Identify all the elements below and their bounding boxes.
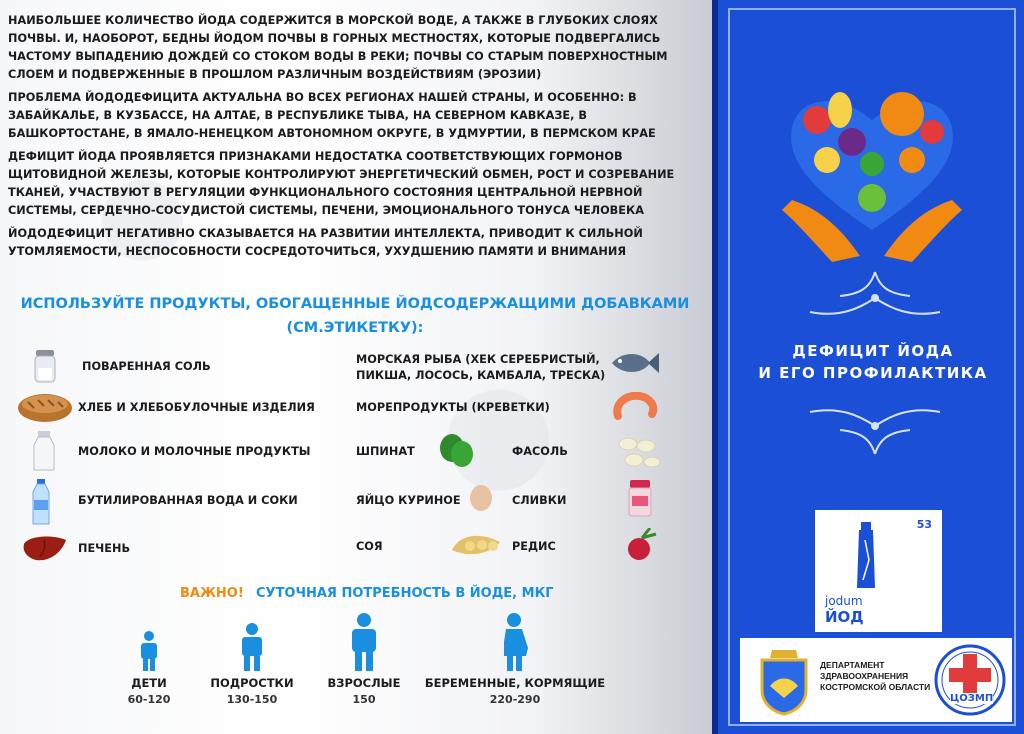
department-line1: ДЕПАРТАМЕНТ [820,660,885,670]
food-seafood: МОРЕПРОДУКТЫ (КРЕВЕТКИ) [356,401,550,414]
salt-shaker-icon [30,348,60,384]
group-teens-value: 130-150 [226,693,278,706]
paragraph-symptoms: ДЕФИЦИТ ЙОДА ПРОЯВЛЯЕТСЯ ПРИЗНАКАМИ НЕДОСТАТКА СООТВЕТСТВУЮЩИХ ГОРМОНОВ ЩИТОВИДНОЙ ЖЕЛЕЗЫ, КОТОРЫЕ КОНТРОЛИРУЮТ ЭНЕРГЕТИЧЕСКИЙ ОБМЕН, РОСТ И СОЗРЕВАНИЕ ТКАНЕЙ, УЧАСТВУЮТ В РЕГУЛЯЦИИ ФУНКЦИОНАЛЬНОГО СОСТОЯНИЯ ЦЕНТРАЛЬНОЙ НЕРВНОЙ СИСТЕМЫ, СЕРДЕЧНО-СОСУДИСТОЙ СИСТЕМЫ, ПЕЧЕНИ, ЭМОЦИОНАЛЬНОГО ТОНУСА ЧЕЛОВЕКА [8,150,675,217]
cover-title [748,340,998,384]
info-paragraphs [8,12,698,266]
adult-icon [349,612,379,672]
food-liver: ПЕЧЕНЬ [78,542,131,555]
milk-bottle-icon [30,430,58,472]
daily-need-label: СУТОЧНАЯ ПОТРЕБНОСТЬ В ЙОДЕ, МКГ [256,586,554,601]
teen-icon [239,622,265,672]
food-water: БУТИЛИРОВАННАЯ ВОДА И СОКИ [78,494,298,507]
iodine-bottle-icon [853,520,883,590]
group-pregnant-label: БЕРЕМЕННЫЕ, КОРМЯЩИЕ [424,676,606,690]
food-fish-line2: ПИКША, ЛОСОСЬ, КАМБАЛА, ТРЕСКА) [356,369,606,382]
spinach-icon [436,432,476,472]
logos-box [740,638,1012,722]
important-label: ВАЖНО! [180,586,244,601]
products-heading [0,292,710,340]
group-teens [202,622,302,706]
department-line3: КОСТРОМСКОЙ ОБЛАСТИ [820,682,931,692]
food-spinach: ШПИНАТ [356,445,415,458]
ornament-bottom-icon [800,398,950,458]
element-latin: jodum [825,594,863,608]
pregnant-woman-icon [498,612,532,672]
food-salt: ПОВАРЕННАЯ СОЛЬ [82,360,211,373]
heart-hands-icon [772,80,972,270]
department-name [820,660,930,693]
cover-title-line2: И ЕГО ПРОФИЛАКТИКА [758,364,988,382]
element-number: 53 [916,518,932,531]
products-heading-line1: ИСПОЛЬЗУЙТЕ ПРОДУКТЫ, ОБОГАЩЕННЫЕ ЙОДСОДЕРЖАЩИМИ ДОБАВКАМИ [20,296,690,312]
fish-icon [608,348,660,378]
bread-icon [16,390,74,424]
coat-of-arms-icon [754,646,814,716]
food-egg: ЯЙЦО КУРИНОЕ [356,494,461,507]
health-center-abbr: ЦОЗМП [950,693,994,704]
food-radish: РЕДИС [512,540,556,553]
food-milk: МОЛОКО И МОЛОЧНЫЕ ПРОДУКТЫ [78,445,311,458]
group-adults [318,612,410,706]
food-cream: СЛИВКИ [512,494,567,507]
cover-page [712,0,1024,734]
group-adults-label: ВЗРОСЛЫЕ [327,676,401,690]
food-fish [356,352,605,384]
soy-icon [450,530,506,560]
cover-title-line1: ДЕФИЦИТ ЙОДА [792,342,954,360]
paragraph-regions: ПРОБЛЕМА ЙОДОДЕФИЦИТА АКТУАЛЬНА ВО ВСЕХ РЕГИОНАХ НАШЕЙ СТРАНЫ, И ОСОБЕННО: В ЗАБАЙКАЛЬЕ, В КУЗБАССЕ, НА АЛТАЕ, В РЕСПУБЛИКЕ ТЫВА, НА СЕВЕРНОМ КАВКАЗЕ, В БАШКОРТОСТАНЕ, В ЯМАЛО-НЕНЕЦКОМ АВТОНОМНОМ ОКРУГЕ, В УДМУРТИИ, В ПЕРМСКОМ КРАЕ [8,91,656,140]
radish-icon [626,528,658,562]
beans-icon [616,432,662,472]
ornament-top-icon [800,268,950,328]
group-children [104,630,194,706]
department-line2: ЗДРАВООХРАНЕНИЯ [820,671,909,681]
food-fish-line1: МОРСКАЯ РЫБА (ХЕК СЕРЕБРИСТЫЙ, [356,353,600,366]
health-center-logo-icon [934,642,1006,718]
water-bottle-icon [28,478,54,526]
cream-jar-icon [626,478,654,518]
group-pregnant-value: 220-290 [489,693,541,706]
liver-icon [22,534,68,564]
group-children-label: ДЕТИ [131,676,167,690]
products-heading-line2: (СМ.ЭТИКЕТКУ): [286,320,424,336]
group-teens-label: ПОДРОСТКИ [210,676,294,690]
paragraph-effects: ЙОДОДЕФИЦИТ НЕГАТИВНО СКАЗЫВАЕТСЯ НА РАЗВИТИИ ИНТЕЛЛЕКТА, ПРИВОДИТ К СИЛЬНОЙ УТОМЛЯЕМОСТИ, НЕСПОСОБНОСТИ СОСРЕДОТОЧИТЬСЯ, УХУДШЕНИЮ ПАМЯТИ И ВНИМАНИЯ [8,227,643,258]
group-pregnant [420,612,610,706]
child-icon [138,630,160,672]
shrimp-icon [612,392,658,422]
group-adults-value: 150 [352,693,376,706]
food-soy: СОЯ [356,540,383,553]
food-bread: ХЛЕБ И ХЛЕБОБУЛОЧНЫЕ ИЗДЕЛИЯ [78,401,315,414]
paragraph-soil: НАИБОЛЬШЕЕ КОЛИЧЕСТВО ЙОДА СОДЕРЖИТСЯ В МОРСКОЙ ВОДЕ, А ТАКЖЕ В ГЛУБОКИХ СЛОЯХ ПОЧВЫ. И, НАОБОРОТ, БЕДНЫ ЙОДОМ ПОЧВЫ В ГОРНЫХ МЕСТНОСТЯХ, КОТОРЫЕ ПОДВЕРГАЛИСЬ ЧАСТОМУ ВЫПАДЕНИЮ ДОЖДЕЙ СО СТОКОМ ВОДЫ В РЕКИ; ПОЧВЫ СО СТАРЫМ ПОВЕРХНОСТНЫМ СЛОЕМ И ПОДВЕРЖЕННЫЕ В ПРОШЛОМ РАЗЛИЧНЫМ ВОЗДЕЙСТВИЯМ (ЭРОЗИИ) [8,14,668,81]
egg-icon [468,482,494,512]
food-beans: ФАСОЛЬ [512,445,568,458]
iodine-element-card [815,510,942,632]
group-children-value: 60-120 [127,693,171,706]
element-name: ЙОД [825,608,864,626]
